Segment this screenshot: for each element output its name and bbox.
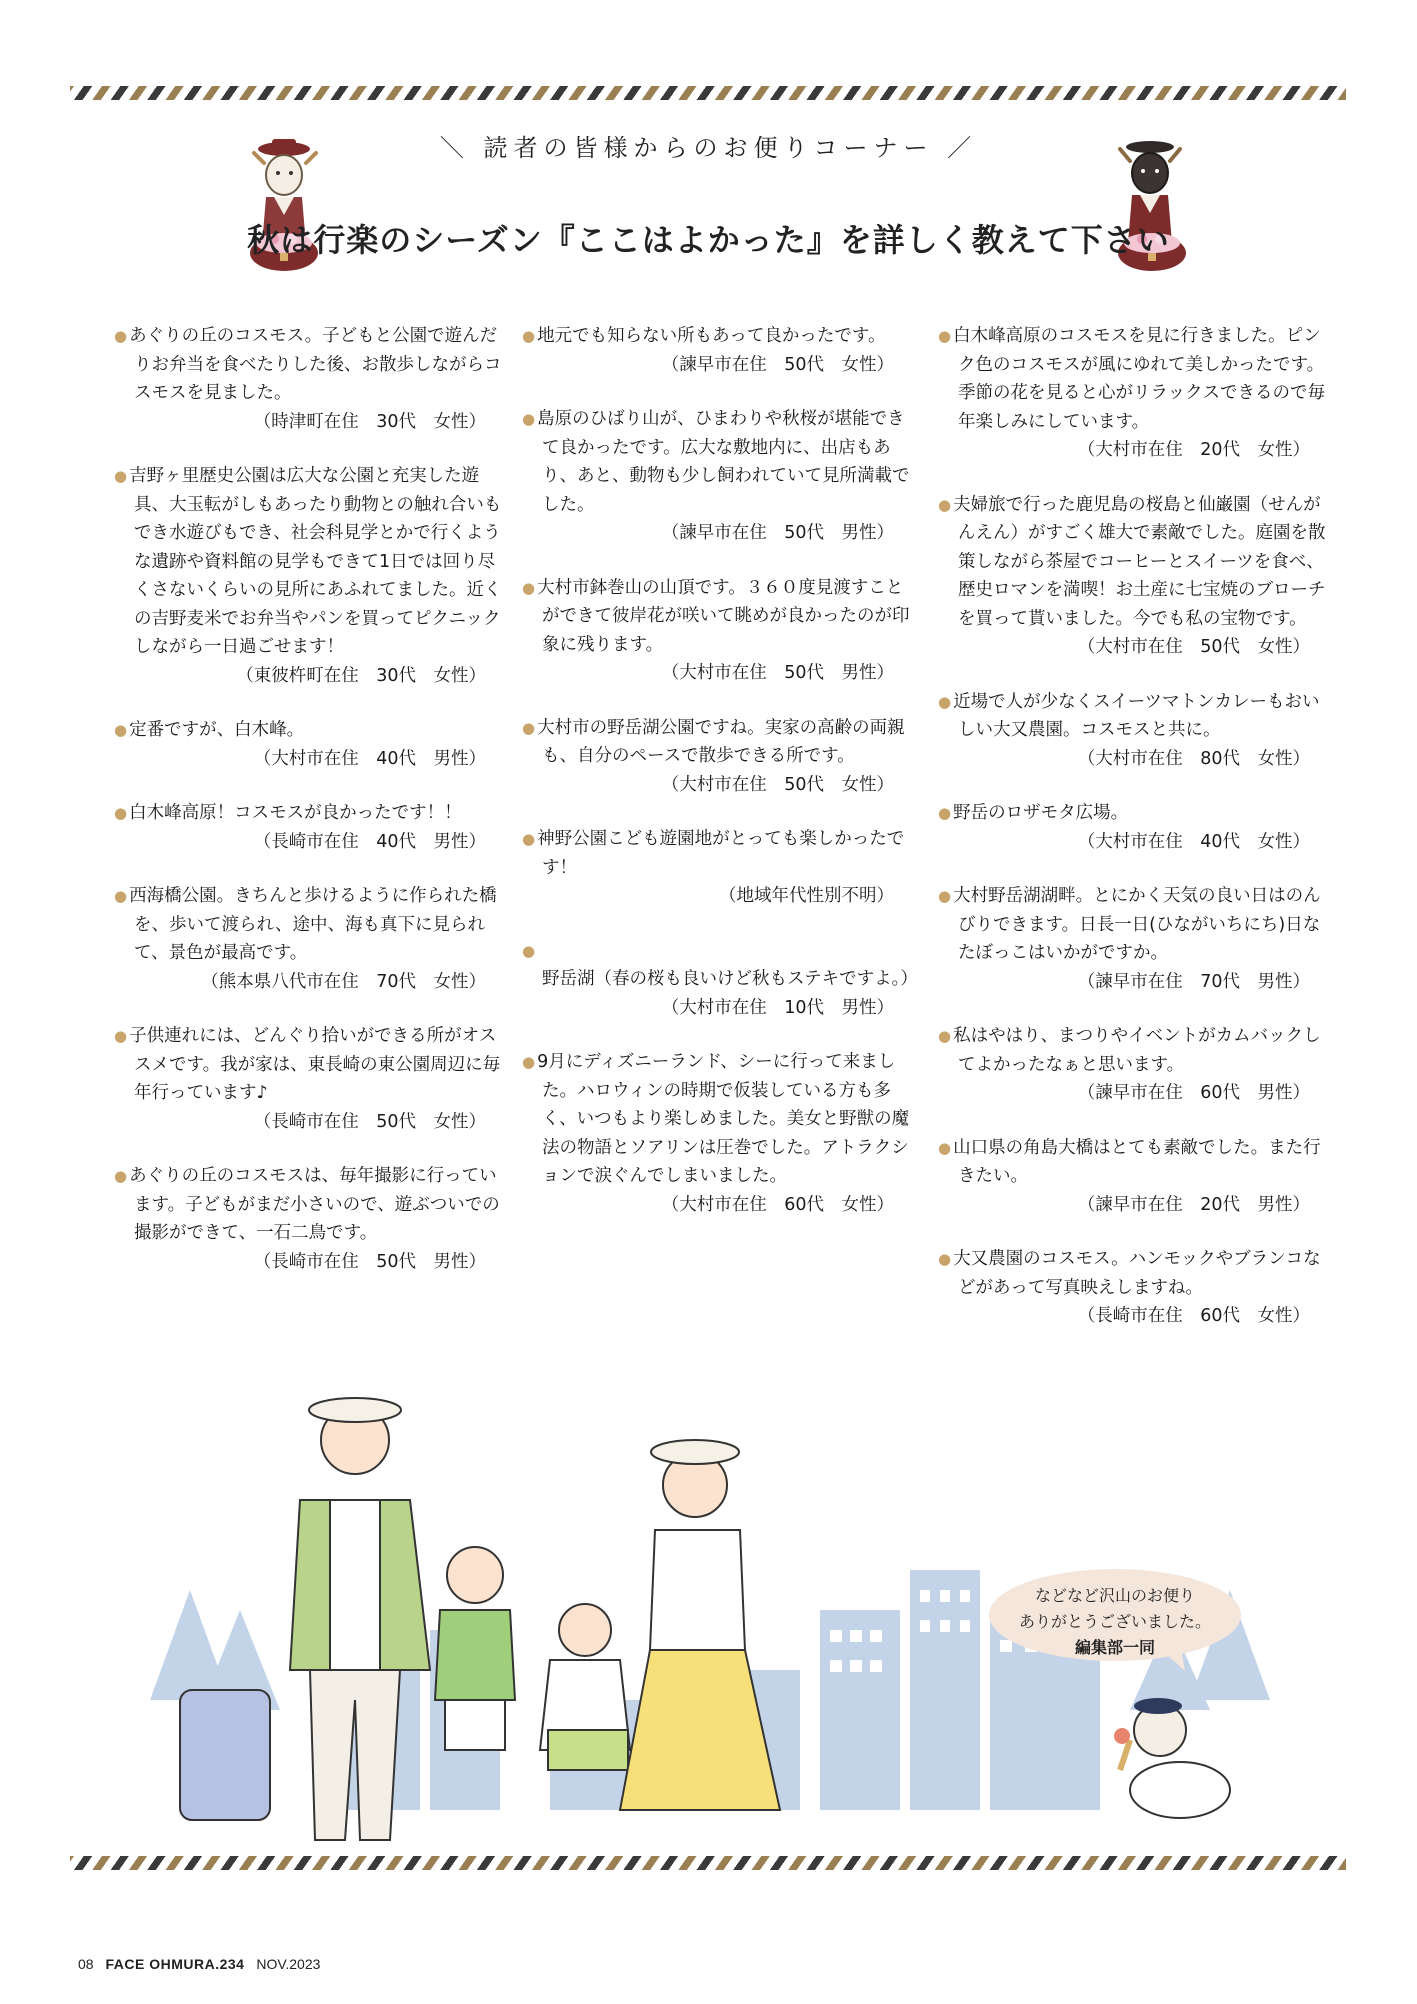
letter-text: ● 地元でも知らない所もあって良かったです。 — [522, 322, 912, 351]
corner-title: ＼ 読者の皆様からのお便りコーナー ／ — [439, 134, 978, 162]
letter-entry — [938, 491, 1328, 662]
letter-text: ● 大村市鉢巻山の山頂です。３６０度見渡すことができて彼岸花が咲いて眺めが良かったのが印象に残ります。 — [522, 574, 912, 660]
letter-text: ● 私はやはり、まつりやイベントがカムバックしてよかったなぁと思います。 — [938, 1022, 1328, 1079]
letters-column-3 — [938, 322, 1328, 1357]
letter-text: ● 白木峰高原のコスモスを見に行きました。ピンク色のコスモスが風にゆれて美しかったです。季節の花を見ると心がリラックスできるので毎年楽しみにしています。 — [938, 322, 1328, 436]
letter-author: （長崎市在住 60代 女性） — [1077, 1306, 1310, 1326]
letter-entry — [938, 1022, 1328, 1108]
main-title: 秋は行楽のシーズン『ここはよかった』を詳しく教えて下さい — [247, 221, 1170, 259]
letter-author: （諫早市在住 50代 女性） — [661, 354, 894, 375]
letter-entry — [114, 322, 504, 436]
letter-text: ● あぐりの丘のコスモス。子どもと公園で遊んだりお弁当を食べたりした後、お散歩しながらコスモスを見ました。 — [114, 322, 504, 408]
letter-entry — [938, 688, 1328, 774]
letter-author: （東彼杵町在住 30代 女性） — [236, 665, 486, 686]
letter-entry — [522, 574, 912, 688]
letter-author: （大村市在住 50代 男性） — [661, 663, 894, 683]
letter-author: （大村市在住 50代 女性） — [661, 774, 894, 795]
letter-text: ● 定番ですが、白木峰。 — [114, 716, 504, 745]
letter-text: ● 西海橋公園。きちんと歩けるように作られた橋を、歩いて渡られ、途中、海も真下に見られて、景色が最高です。 — [114, 882, 504, 968]
letter-entry — [114, 716, 504, 773]
letter-entry — [114, 462, 504, 690]
thanks-bubble — [985, 1565, 1245, 1673]
letter-text: ● 大村野岳湖湖畔。とにかく天気の良い日はのんびりできます。日長一日(ひながいちにち)日なたぼっこはいかがですか。 — [938, 882, 1328, 968]
letter-entry — [522, 1048, 912, 1219]
letter-text: ● 子供連れには、どんぐり拾いができる所がオススメです。我が家は、東長崎の東公園周辺に毎年行っています♪ — [114, 1022, 504, 1108]
letter-text: ● あぐりの丘のコスモスは、毎年撮影に行っています。子どもがまだ小さいので、遊ぶついでの撮影ができて、一石二鳥です。 — [114, 1162, 504, 1248]
thanks-line-3: 編集部一同 — [1074, 1638, 1155, 1657]
letter-author: （大村市在住 80代 女性） — [1077, 748, 1310, 769]
letter-author: （長崎市在住 50代 男性） — [253, 1251, 486, 1272]
letter-text: ● 9月にディズニーランド、シーに行って来ました。ハロウィンの時期で仮装している方も多く、いつもより楽しめました。美女と野獣の魔法の物語とソアリンは圧巻でした。アトラクションで涙ぐんでしまいました。 — [522, 1048, 912, 1191]
letter-author: （大村市在住 50代 女性） — [1077, 637, 1310, 657]
footer — [78, 1956, 328, 1972]
magazine-name: FACE OHMURA.234 — [105, 1956, 245, 1972]
letter-author: （諫早市在住 50代 男性） — [661, 523, 894, 543]
letter-author: （大村市在住 20代 女性） — [1077, 440, 1310, 460]
letter-entry — [938, 799, 1328, 856]
letter-text: ● 大又農園のコスモス。ハンモックやブランコなどがあって写真映えしますね。 — [938, 1245, 1328, 1302]
letter-author: （諫早市在住 60代 男性） — [1077, 1083, 1310, 1103]
letter-text: ● 山口県の角島大橋はとても素敵でした。また行きたい。 — [938, 1134, 1328, 1191]
letter-entry — [114, 1022, 504, 1136]
letter-author: （時津町在住 30代 女性） — [253, 411, 486, 432]
letter-entry — [522, 825, 912, 911]
letter-author: （長崎市在住 50代 女性） — [253, 1111, 486, 1132]
letter-author: （大村市在住 60代 女性） — [661, 1194, 894, 1215]
letter-author: （大村市在住 40代 女性） — [1077, 831, 1310, 852]
letter-author: （長崎市在住 40代 男性） — [253, 831, 486, 852]
letter-text: ● 夫婦旅で行った鹿児島の桜島と仙巌園（せんがんえん）がすごく雄大で素敵でした。庭園を散策しながら茶屋でコーヒーとスイーツを食べ、歴史ロマンを満喫！お土産に七宝焼のブローチを買って貰いました。今でも私の宝物です。 — [938, 491, 1328, 634]
letter-entry — [938, 882, 1328, 996]
letter-text: ● 吉野ヶ里歴史公園は広大な公園と充実した遊具、大玉転がしもあったり動物との触れ合いもでき水遊びもでき、社会科見学とかで行くような遺跡や資料館の見学もできて1日では回り尽くさないくらいの見所にあふれてました。近くの吉野麦米でお弁当やパンを買ってピクニックしながら一日過ごせます！ — [114, 462, 504, 662]
decorative-stripe-bottom — [70, 1856, 1346, 1870]
letter-author: （地域年代性別不明） — [719, 886, 894, 906]
letter-entry — [522, 937, 918, 1023]
letter-text: ● 神野公園こども遊園地がとっても楽しかったです！ — [522, 825, 912, 882]
letter-text: ● 近場で人が少なくスイーツマトンカレーもおいしい大又農園。コスモスと共に。 — [938, 688, 1328, 745]
decorative-stripe-top — [70, 86, 1346, 100]
letter-text: ● 白木峰高原！コスモスが良かったです！！ — [114, 799, 504, 828]
letter-entry — [114, 1162, 504, 1276]
letter-author: （大村市在住 10代 男性） — [661, 997, 894, 1018]
issue-date: NOV.2023 — [256, 1956, 321, 1972]
letter-entry — [938, 1245, 1328, 1331]
letter-entry — [114, 799, 504, 856]
thanks-line-1: などなど沢山のお便り — [1034, 1586, 1195, 1605]
letter-entry — [522, 322, 912, 379]
letter-entry — [114, 882, 504, 996]
letter-text: ● 大村市の野岳湖公園ですね。実家の高齢の両親も、自分のペースで散歩できる所です。 — [522, 714, 912, 771]
letter-text: ● 野岳湖（春の桜も良いけど秋もステキですよ。） — [522, 937, 912, 994]
letter-author: （熊本県八代市在住 70代 女性） — [201, 971, 486, 992]
letters-header — [0, 128, 1417, 261]
page-number: 08 — [78, 1956, 94, 1972]
letter-author: （大村市在住 40代 男性） — [253, 748, 486, 769]
letter-entry — [938, 1134, 1328, 1220]
letters-column-2 — [522, 322, 918, 1245]
thanks-line-2: ありがとうございました。 — [1018, 1612, 1211, 1631]
letter-entry — [522, 714, 912, 800]
letter-author: （諫早市在住 70代 男性） — [1077, 971, 1310, 992]
letter-text: ● 島原のひばり山が、ひまわりや秋桜が堪能できて良かったです。広大な敷地内に、出店もあり、あと、動物も少し飼われていて見所満載でした。 — [522, 405, 912, 519]
letter-entry — [938, 322, 1328, 465]
letter-author: （諫早市在住 20代 男性） — [1077, 1194, 1310, 1215]
letter-text: ● 野岳のロザモタ広場。 — [938, 799, 1328, 828]
letter-entry — [522, 405, 912, 548]
letters-column-1 — [114, 322, 504, 1302]
